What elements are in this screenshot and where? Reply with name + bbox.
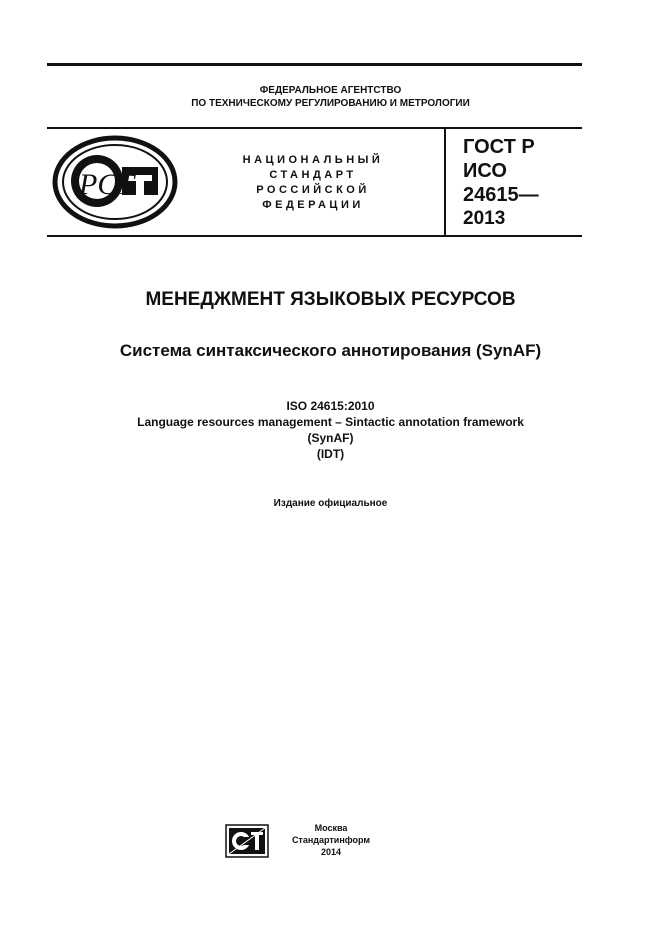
publisher-city: Москва: [314, 823, 348, 833]
iso-reference-line-3: (SynAF): [307, 431, 354, 445]
standartinform-logo-icon: [225, 824, 269, 858]
national-standard-line: РОССИЙСКОЙ: [256, 184, 370, 196]
publisher-name: Стандартинформ: [291, 835, 371, 845]
logo-letter: PCT: [79, 168, 135, 201]
designation-line-1: ГОСТ Р: [463, 136, 535, 158]
designation-line-2: ИСО: [463, 160, 507, 182]
iso-reference-line-1: ISO 24615:2010: [286, 399, 375, 413]
publisher-block: [276, 822, 386, 858]
national-standard-line: НАЦИОНАЛЬНЫЙ: [242, 154, 384, 166]
national-standard-block: [228, 153, 398, 213]
header-bottom-rule: [47, 235, 582, 237]
header-vertical-divider: [444, 127, 446, 237]
document-title: МЕНЕДЖМЕНТ ЯЗЫКОВЫХ РЕСУРСОВ: [145, 289, 516, 310]
agency-line-2: ПО ТЕХНИЧЕСКОМУ РЕГУЛИРОВАНИЮ И МЕТРОЛОГИИ: [191, 98, 470, 109]
iso-reference-line-2: Language resources management – Sintactic annotation framework: [137, 415, 524, 429]
edition-note: Издание официальное: [273, 498, 388, 509]
rst-certification-mark-icon: [52, 135, 178, 229]
header-top-rule: [47, 127, 582, 129]
iso-reference-line-4: (IDT): [316, 447, 345, 461]
iso-reference: [0, 398, 661, 462]
designation-line-4: 2013: [463, 208, 506, 229]
designation-line-3: 24615—: [463, 184, 539, 206]
national-standard-line: СТАНДАРТ: [269, 169, 357, 181]
agency-line-1: ФЕДЕРАЛЬНОЕ АГЕНТСТВО: [259, 85, 402, 96]
top-rule: [47, 63, 582, 66]
standard-designation: [463, 135, 593, 231]
document-subtitle: Система синтаксического аннотирования (SynAF): [119, 341, 542, 360]
national-standard-line: ФЕДЕРАЦИИ: [262, 199, 364, 211]
publisher-year: 2014: [320, 847, 342, 857]
agency-header: [0, 84, 661, 110]
